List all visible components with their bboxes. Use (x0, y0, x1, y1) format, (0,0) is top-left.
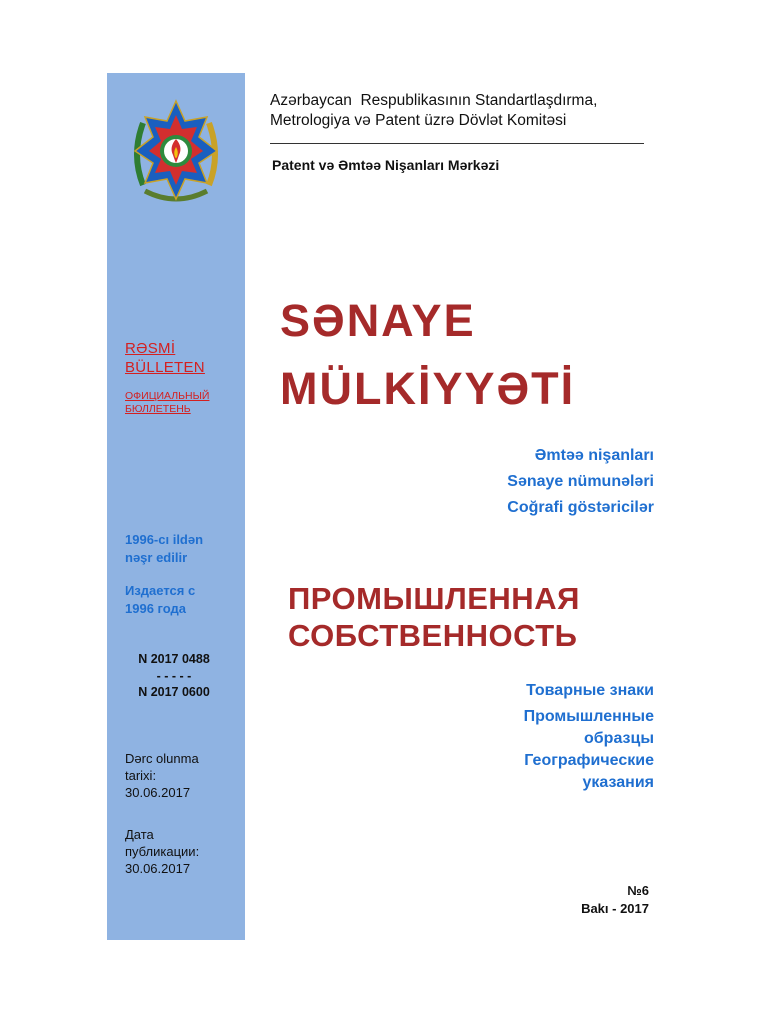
issue-number: №6 (627, 883, 649, 898)
official-bulletin-ru-line1: ОФИЦИАЛЬНЫЙ (125, 390, 210, 402)
pub-date-ru-value: 30.06.2017 (125, 861, 191, 876)
official-bulletin-az-line2: BÜLLETEN (125, 359, 205, 376)
title-az-line2: MÜLKİYYƏTİ (280, 363, 576, 414)
pub-date-az-label-line2: tarixi: (125, 768, 157, 783)
sidebar (107, 73, 245, 940)
title-az-line1: SƏNAYE (280, 295, 476, 346)
state-emblem-icon (129, 95, 223, 207)
since-ru-line2: 1996 года (125, 601, 187, 616)
pub-date-ru-label-line1: Дата (125, 827, 154, 842)
category-az-geographical-indications: Coğrafi göstəricilər (507, 499, 654, 516)
category-ru-trademarks: Товарные знаки (526, 682, 654, 699)
organization-line2: Metrologiya və Patent üzrə Dövlət Komitəsi (270, 112, 567, 129)
pub-date-az-label-line1: Dərc olunma (125, 751, 199, 766)
category-ru-geographical-line2: указания (582, 774, 654, 791)
title-ru-line2: СОБСТВЕННОСТЬ (288, 618, 578, 653)
since-ru-line1: Издается с (125, 583, 196, 598)
organization-name (270, 91, 597, 131)
number-range-to: N 2017 0600 (138, 685, 210, 699)
category-ru-industrial-line2: образцы (584, 730, 654, 747)
pub-date-ru-label-line2: публикации: (125, 844, 200, 859)
since-az-line1: 1996-cı ildən (125, 532, 204, 547)
category-az-trademarks: Əmtəə nişanları (534, 447, 654, 464)
number-range-from: N 2017 0488 (138, 652, 210, 666)
official-bulletin-ru-line2: БЮЛЛЕТЕНЬ (125, 403, 191, 415)
pub-date-az-value: 30.06.2017 (125, 785, 191, 800)
category-ru-geographical-line1: Географические (524, 752, 654, 769)
since-az-line2: nəşr edilir (125, 550, 188, 565)
center-name: Patent və Əmtəə Nişanları Mərkəzi (272, 157, 500, 173)
official-bulletin-az-line1: RƏSMİ (125, 340, 176, 357)
organization-line1: Azərbaycan Respublikasının Standartlaşdırma, (270, 92, 598, 109)
category-ru-industrial-line1: Промышленные (523, 708, 654, 725)
header-divider (270, 143, 644, 144)
category-az-industrial-designs: Sənaye nümunələri (507, 473, 654, 490)
place-year: Bakı - 2017 (581, 901, 649, 916)
number-range-separator: - - - - - (156, 669, 192, 683)
title-ru-line1: ПРОМЫШЛЕННАЯ (288, 581, 580, 616)
